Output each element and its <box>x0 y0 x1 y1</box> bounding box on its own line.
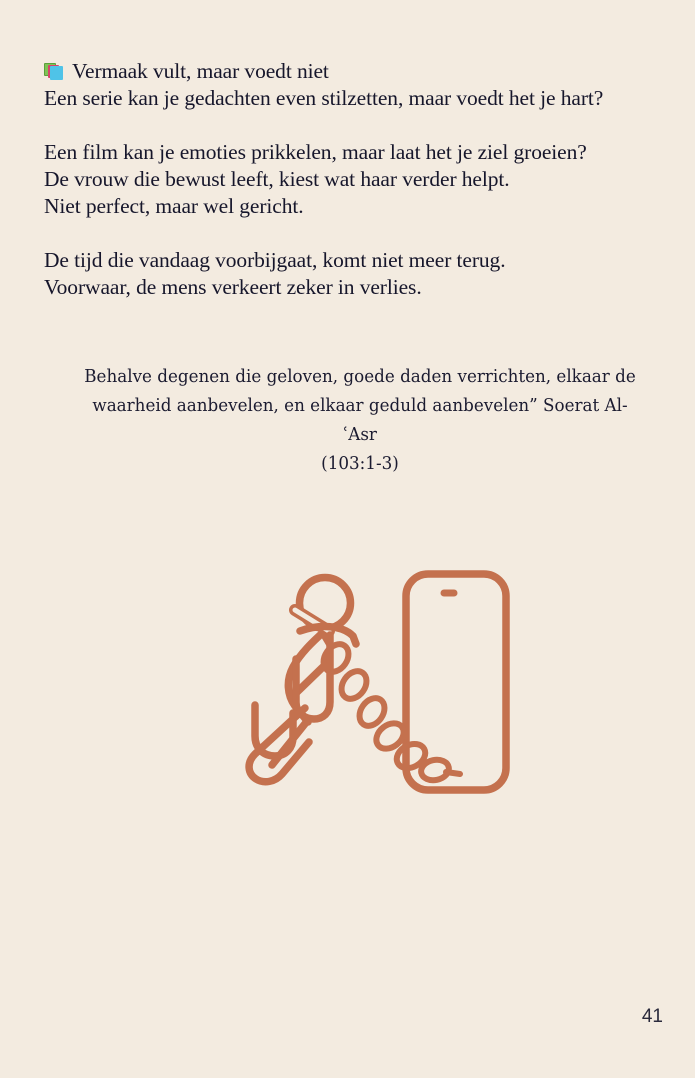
illustration-person-chained-to-phone <box>196 568 526 800</box>
books-emoji-icon <box>44 63 63 80</box>
quote-line-1: Behalve degenen die geloven, goede daden verrichten, elkaar de <box>84 366 636 387</box>
paragraph-intro <box>44 58 664 112</box>
paragraph-2-line-1: Een film kan je emoties prikkelen, maar laat het je ziel groeien? <box>44 140 587 164</box>
chain-shape <box>318 636 460 783</box>
heading-line <box>44 58 664 85</box>
quote-reference: (103:1-3) <box>321 453 399 474</box>
person-shape <box>249 578 356 782</box>
body-text <box>44 58 664 301</box>
quran-quote <box>81 362 639 478</box>
quote-line-2: waarheid aanbevelen, en elkaar geduld aanbevelen” Soerat Al-ʿAsr <box>92 395 628 445</box>
paragraph-1-text: Een serie kan je gedachten even stilzetten, maar voedt het je hart? <box>44 86 604 110</box>
heading-text: Vermaak vult, maar voedt niet <box>72 59 329 83</box>
paragraph-3 <box>44 247 664 301</box>
paragraph-3-line-1: De tijd die vandaag voorbijgaat, komt niet meer terug. <box>44 248 506 272</box>
paragraph-3-line-2: Voorwaar, de mens verkeert zeker in verlies. <box>44 275 422 299</box>
paragraph-2-line-3: Niet perfect, maar wel gericht. <box>44 194 304 218</box>
page-number: 41 <box>641 1006 663 1027</box>
paragraph-2-line-2: De vrouw die bewust leeft, kiest wat haar verder helpt. <box>44 167 510 191</box>
paragraph-2 <box>44 139 664 220</box>
